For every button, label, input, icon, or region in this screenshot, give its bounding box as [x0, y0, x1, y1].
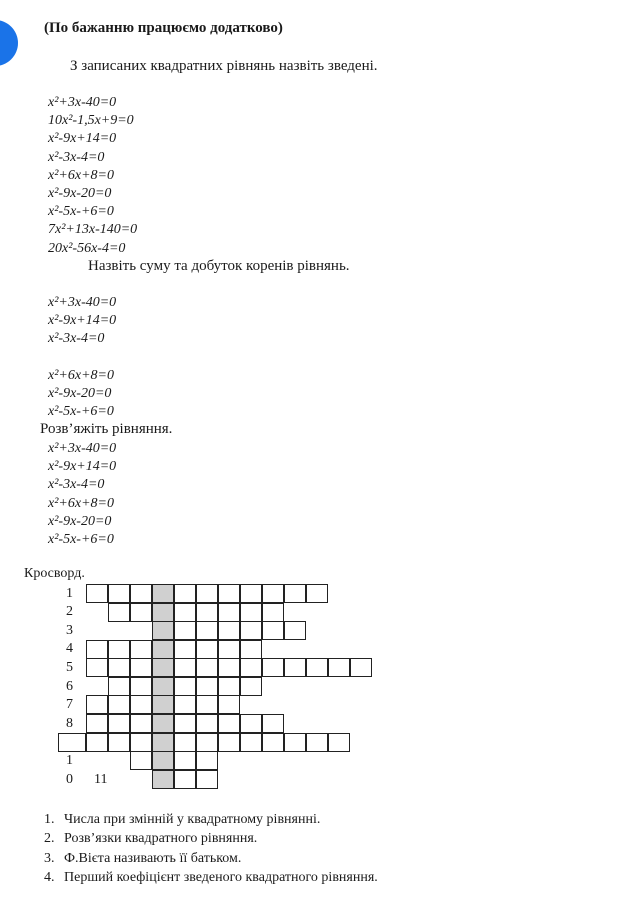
crossword-cell [196, 677, 218, 696]
equation: x²-5x-+6=0 [48, 204, 114, 220]
equation: x²+6x+8=0 [48, 368, 114, 383]
crossword-cell [174, 640, 196, 659]
crossword-cell [152, 584, 174, 603]
row-number: 7 [66, 697, 73, 712]
crossword-cell [152, 695, 174, 714]
task-3-instruction: Розв’яжіть рівняння. [40, 421, 173, 437]
crossword-cell [196, 658, 218, 677]
equation: x²-3x-4=0 [48, 149, 105, 165]
crossword-cell [350, 658, 372, 677]
row-number: 8 [66, 716, 73, 731]
crossword-cell [306, 584, 328, 603]
equation: x²-3x-4=0 [48, 477, 105, 493]
crossword-cell [86, 640, 108, 659]
equation: x²+3x-40=0 [48, 441, 117, 456]
row-number: 6 [66, 679, 73, 694]
row-number: 1 [66, 586, 73, 601]
crossword-cell [152, 603, 174, 622]
crossword-cell [218, 714, 240, 733]
crossword-cell [196, 621, 218, 640]
crossword-cell [108, 677, 130, 696]
crossword-cell [196, 751, 218, 770]
crossword-cell [262, 621, 284, 640]
crossword-cell [174, 603, 196, 622]
crossword-cell [240, 658, 262, 677]
crossword-cell [108, 603, 130, 622]
row-number: 1 [66, 753, 73, 768]
crossword-cell [130, 695, 152, 714]
crossword-cell [284, 584, 306, 603]
crossword-cell [86, 584, 108, 603]
clue-list [44, 810, 378, 888]
crossword-cell [86, 695, 108, 714]
crossword-cell [152, 733, 174, 752]
clue-item [44, 810, 378, 829]
crossword-cell [240, 621, 262, 640]
equation: x²+6x+8=0 [48, 167, 114, 183]
crossword-cell [262, 584, 284, 603]
crossword-cell [108, 714, 130, 733]
equation-list-3 [48, 440, 116, 549]
blue-circle-marker [0, 20, 18, 66]
crossword-cell [130, 751, 152, 770]
crossword-title: Кросворд. [24, 566, 85, 581]
crossword-cell [152, 621, 174, 640]
crossword-cell [174, 584, 196, 603]
crossword-cell [328, 658, 350, 677]
crossword-cell [108, 733, 130, 752]
equation: x²-9x-20=0 [48, 186, 112, 202]
equation: x²-3x-4=0 [48, 331, 105, 347]
equation: x²+3x-40=0 [48, 295, 117, 310]
equation-list-2b [48, 367, 114, 422]
crossword-cell [196, 640, 218, 659]
crossword-cell [218, 584, 240, 603]
crossword-cell [130, 640, 152, 659]
crossword-cell [174, 677, 196, 696]
equation: x²+3x-40=0 [48, 95, 117, 110]
crossword-cell [218, 677, 240, 696]
equation: x²-5x-+6=0 [48, 404, 114, 420]
crossword-cell [152, 751, 174, 770]
crossword-cell [196, 733, 218, 752]
crossword-cell [328, 733, 350, 752]
crossword-cell [218, 640, 240, 659]
crossword-cell [240, 584, 262, 603]
equation: x²-9x+14=0 [48, 459, 117, 475]
crossword-cell [86, 714, 108, 733]
crossword-cell [240, 714, 262, 733]
crossword-cell [130, 714, 152, 733]
crossword-cell [130, 733, 152, 752]
equation: x²-9x+14=0 [48, 131, 117, 147]
row-number: 0 [66, 772, 73, 787]
crossword-cell [130, 603, 152, 622]
crossword-cell [262, 658, 284, 677]
crossword-cell [130, 658, 152, 677]
crossword-cell [196, 584, 218, 603]
crossword-cell [240, 603, 262, 622]
crossword-cell [306, 658, 328, 677]
crossword-cell [262, 603, 284, 622]
equation: x²-9x-20=0 [48, 386, 112, 402]
crossword-cell [108, 584, 130, 603]
crossword-cell [152, 714, 174, 733]
clue-item [44, 849, 378, 868]
crossword-cell [130, 677, 152, 696]
crossword-cell [262, 733, 284, 752]
equation: x²-9x-20=0 [48, 513, 112, 529]
crossword-cell [174, 695, 196, 714]
crossword-cell [240, 640, 262, 659]
crossword-cell [130, 584, 152, 603]
crossword-cell [306, 733, 328, 752]
crossword-cell [58, 733, 86, 752]
clue-number: 4. [44, 870, 55, 886]
equation-list-1 [48, 94, 137, 258]
clue-text: Перший коефіцієнт зведеного квадратного рівняння. [64, 870, 378, 886]
crossword-cell [108, 695, 130, 714]
crossword-cell [262, 714, 284, 733]
crossword-cell [218, 621, 240, 640]
task-2-instruction: Назвіть суму та добуток коренів рівнянь. [88, 258, 350, 274]
crossword-cell [174, 621, 196, 640]
crossword-cell [196, 603, 218, 622]
crossword-cell [86, 658, 108, 677]
crossword-cell [174, 733, 196, 752]
clue-number: 3. [44, 850, 55, 866]
crossword-cell [240, 733, 262, 752]
crossword-cell [284, 658, 306, 677]
equation: 7x²+13x-140=0 [48, 222, 138, 238]
crossword-cell [174, 714, 196, 733]
task-1-instruction: З записаних квадратних рівнянь назвіть зведені. [70, 58, 378, 74]
equation: x²-9x+14=0 [48, 313, 117, 329]
crossword-cell [152, 658, 174, 677]
crossword-cell [240, 677, 262, 696]
clue-text: Ф.Вієта називають її батьком. [64, 850, 242, 866]
clue-text: Числа при змінній у квадратному рівнянні. [64, 812, 321, 827]
crossword-cell [218, 658, 240, 677]
crossword-cell [218, 603, 240, 622]
crossword-cell [108, 640, 130, 659]
crossword-cell [284, 733, 306, 752]
clue-number: 1. [44, 812, 55, 827]
row-number: 5 [66, 660, 73, 675]
crossword-cell [196, 770, 218, 789]
row-number-extra: 11 [94, 772, 108, 787]
crossword-cell [152, 640, 174, 659]
crossword-cell [196, 695, 218, 714]
crossword-cell [218, 733, 240, 752]
crossword-cell [174, 658, 196, 677]
crossword-cell [284, 621, 306, 640]
equation: 10x²-1,5x+9=0 [48, 113, 134, 129]
equation: x²+6x+8=0 [48, 495, 114, 511]
equation-list-2a [48, 294, 116, 349]
crossword-cell [152, 770, 174, 789]
equation: 20x²-56x-4=0 [48, 240, 126, 256]
row-number: 4 [66, 641, 73, 656]
clue-item [44, 868, 378, 887]
crossword-cell [174, 770, 196, 789]
crossword-cell [196, 714, 218, 733]
row-number: 3 [66, 623, 73, 638]
crossword-cell [108, 658, 130, 677]
clue-number: 2. [44, 831, 55, 847]
crossword-cell [86, 733, 108, 752]
crossword-cell [218, 695, 240, 714]
crossword-cell [174, 751, 196, 770]
clue-item [44, 829, 378, 848]
row-number: 2 [66, 604, 73, 619]
crossword-cell [152, 677, 174, 696]
page-heading: (По бажанню працюємо додатково) [44, 20, 283, 36]
clue-text: Розв’язки квадратного рівняння. [64, 831, 258, 847]
equation: x²-5x-+6=0 [48, 532, 114, 548]
